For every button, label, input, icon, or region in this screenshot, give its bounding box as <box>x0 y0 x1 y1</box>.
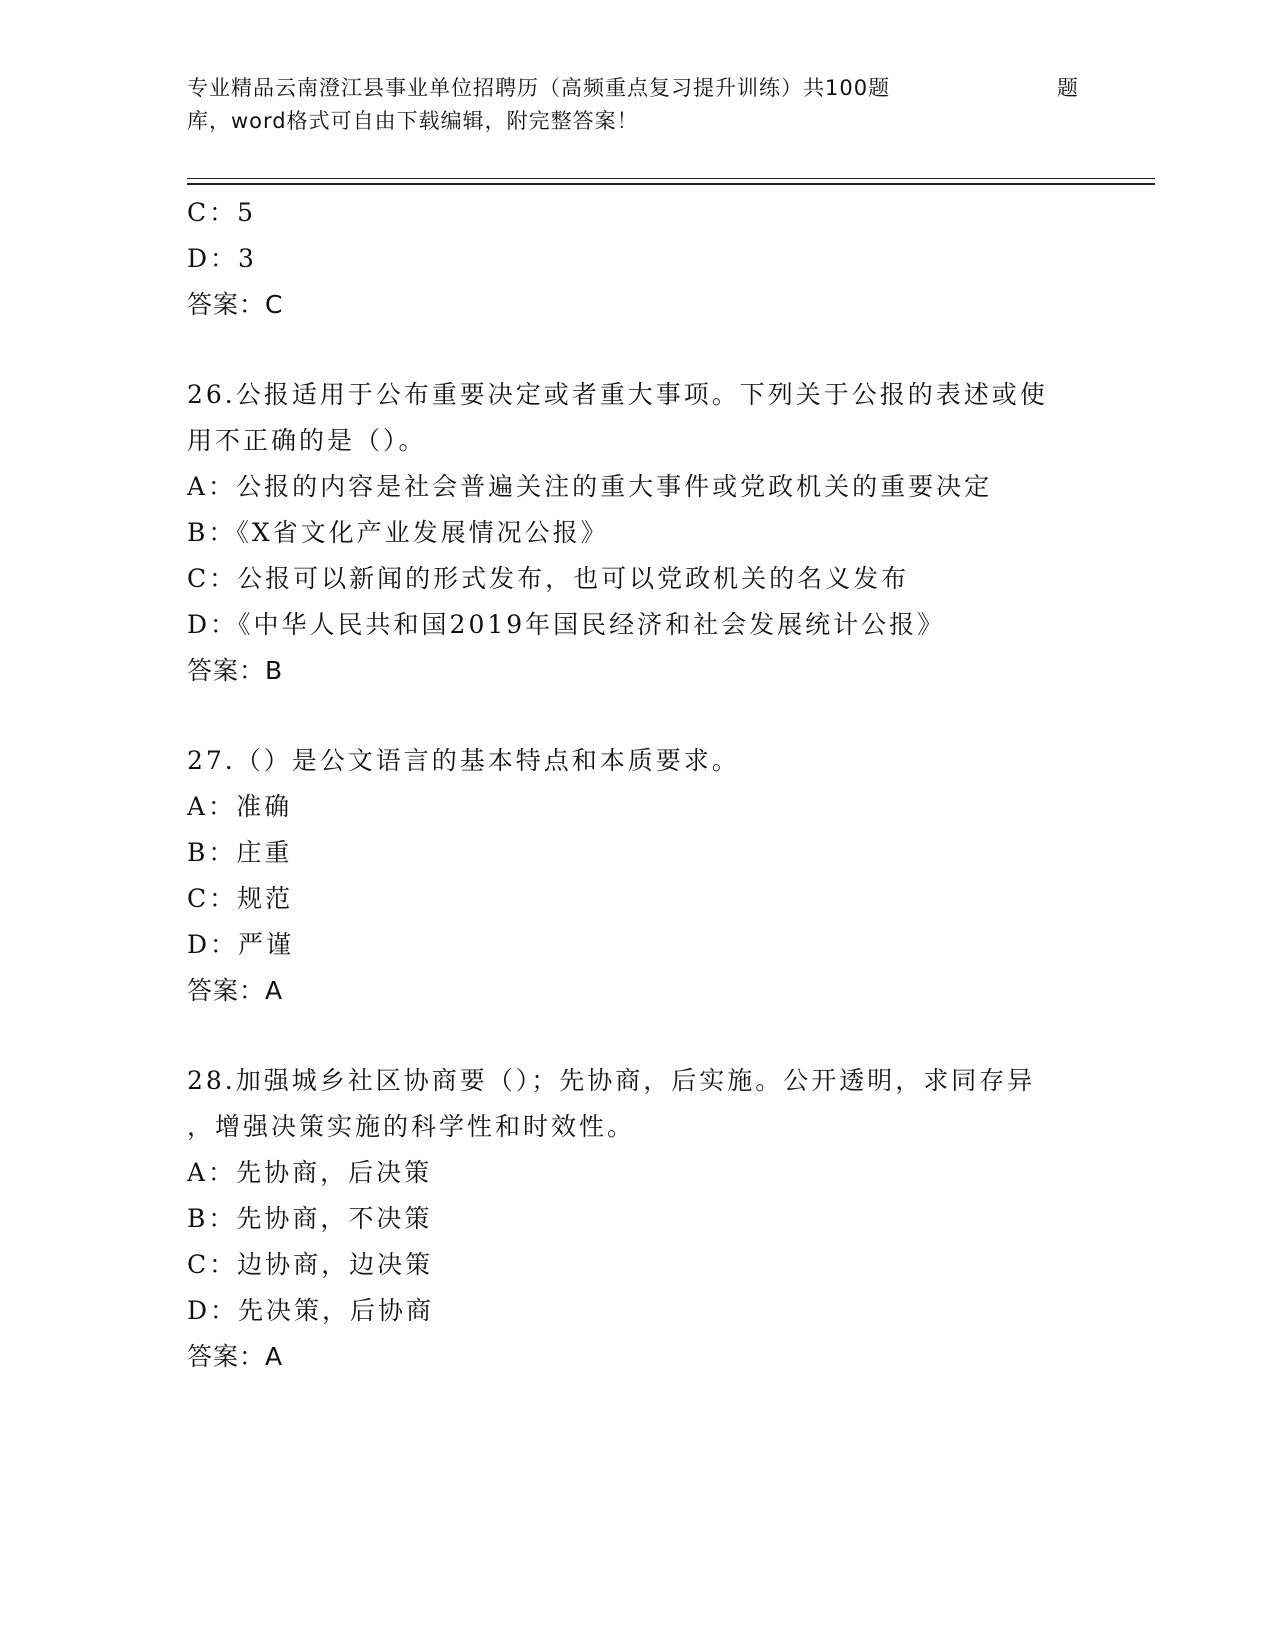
option-label: D： <box>187 244 239 273</box>
option-label: B： <box>187 838 237 867</box>
question-content <box>187 190 1087 1380</box>
question-stem-line: 26.公报适用于公布重要决定或者重大事项。下列关于公报的表述或使 <box>187 380 1048 409</box>
question-26 <box>187 372 1087 694</box>
option-c <box>187 876 1087 922</box>
option-b <box>187 1196 1087 1242</box>
option-label: B： <box>187 518 237 547</box>
header-divider-thin <box>187 178 1155 179</box>
option-text: 先决策，后协商 <box>238 1296 435 1325</box>
option-label: A： <box>187 792 237 821</box>
option-b <box>187 510 1087 556</box>
option-text: 严谨 <box>238 930 295 959</box>
question-27 <box>187 738 1087 1014</box>
answer-line: 答案：C <box>187 290 284 319</box>
option-text: 准确 <box>236 792 293 821</box>
option-text: 边协商，边决策 <box>237 1250 434 1279</box>
option-d <box>187 922 1087 968</box>
question-stem-line: 28.加强城乡社区协商要（）；先协商，后实施。公开透明，求同存异 <box>187 1066 1036 1095</box>
answer-line: 答案：A <box>187 976 284 1005</box>
header-line-2: 库，word格式可自由下载编辑，附完整答案！ <box>187 109 639 133</box>
spacer <box>187 328 1087 372</box>
spacer <box>187 694 1087 738</box>
option-c <box>187 556 1087 602</box>
header-line-1 <box>187 72 1087 105</box>
answer-line: 答案：A <box>187 1342 284 1371</box>
option-text: 庄重 <box>236 838 293 867</box>
option-d <box>187 236 1087 282</box>
question-28 <box>187 1058 1087 1380</box>
option-label: A： <box>187 1158 237 1187</box>
option-text: 5 <box>237 198 257 227</box>
option-text: 公报可以新闻的形式发布，也可以党政机关的名义发布 <box>237 564 910 593</box>
option-d <box>187 1288 1087 1334</box>
header-title-end: 题 <box>1057 76 1079 100</box>
option-text: 先协商，后决策 <box>236 1158 433 1187</box>
question-stem-line: ，增强决策实施的科学性和时效性。 <box>187 1112 636 1141</box>
answer-line: 答案：B <box>187 656 284 685</box>
option-label: D： <box>187 610 239 639</box>
option-label: C： <box>187 198 238 227</box>
page-header <box>187 72 1087 138</box>
question-stem-line: 27.（）是公文语言的基本特点和本质要求。 <box>187 746 740 775</box>
option-text: 先协商，不决策 <box>236 1204 433 1233</box>
option-label: D： <box>187 930 239 959</box>
option-label: B： <box>187 1204 237 1233</box>
option-label: C： <box>187 884 238 913</box>
option-text: 《中华人民共和国2019年国民经济和社会发展统计公报》 <box>238 610 946 639</box>
option-b <box>187 830 1087 876</box>
spacer <box>187 1014 1087 1058</box>
option-label: A： <box>187 472 237 501</box>
option-c <box>187 1242 1087 1288</box>
option-label: C： <box>187 564 238 593</box>
header-divider-thick <box>187 183 1155 185</box>
option-a <box>187 1150 1087 1196</box>
option-text: 公报的内容是社会普遍关注的重大事件或党政机关的重要决定 <box>236 472 993 501</box>
option-text: 规范 <box>237 884 294 913</box>
option-label: D： <box>187 1296 239 1325</box>
option-label: C： <box>187 1250 238 1279</box>
option-a <box>187 464 1087 510</box>
option-text: 《X省文化产业发展情况公报》 <box>236 518 609 547</box>
option-a <box>187 784 1087 830</box>
option-text: 3 <box>238 244 257 273</box>
option-d <box>187 602 1087 648</box>
header-title: 专业精品云南澄江县事业单位招聘历（高频重点复习提升训练）共100题 <box>187 76 891 100</box>
option-c <box>187 190 1087 236</box>
question-stem-line: 用不正确的是（）。 <box>187 426 427 455</box>
prev-question <box>187 190 1087 328</box>
